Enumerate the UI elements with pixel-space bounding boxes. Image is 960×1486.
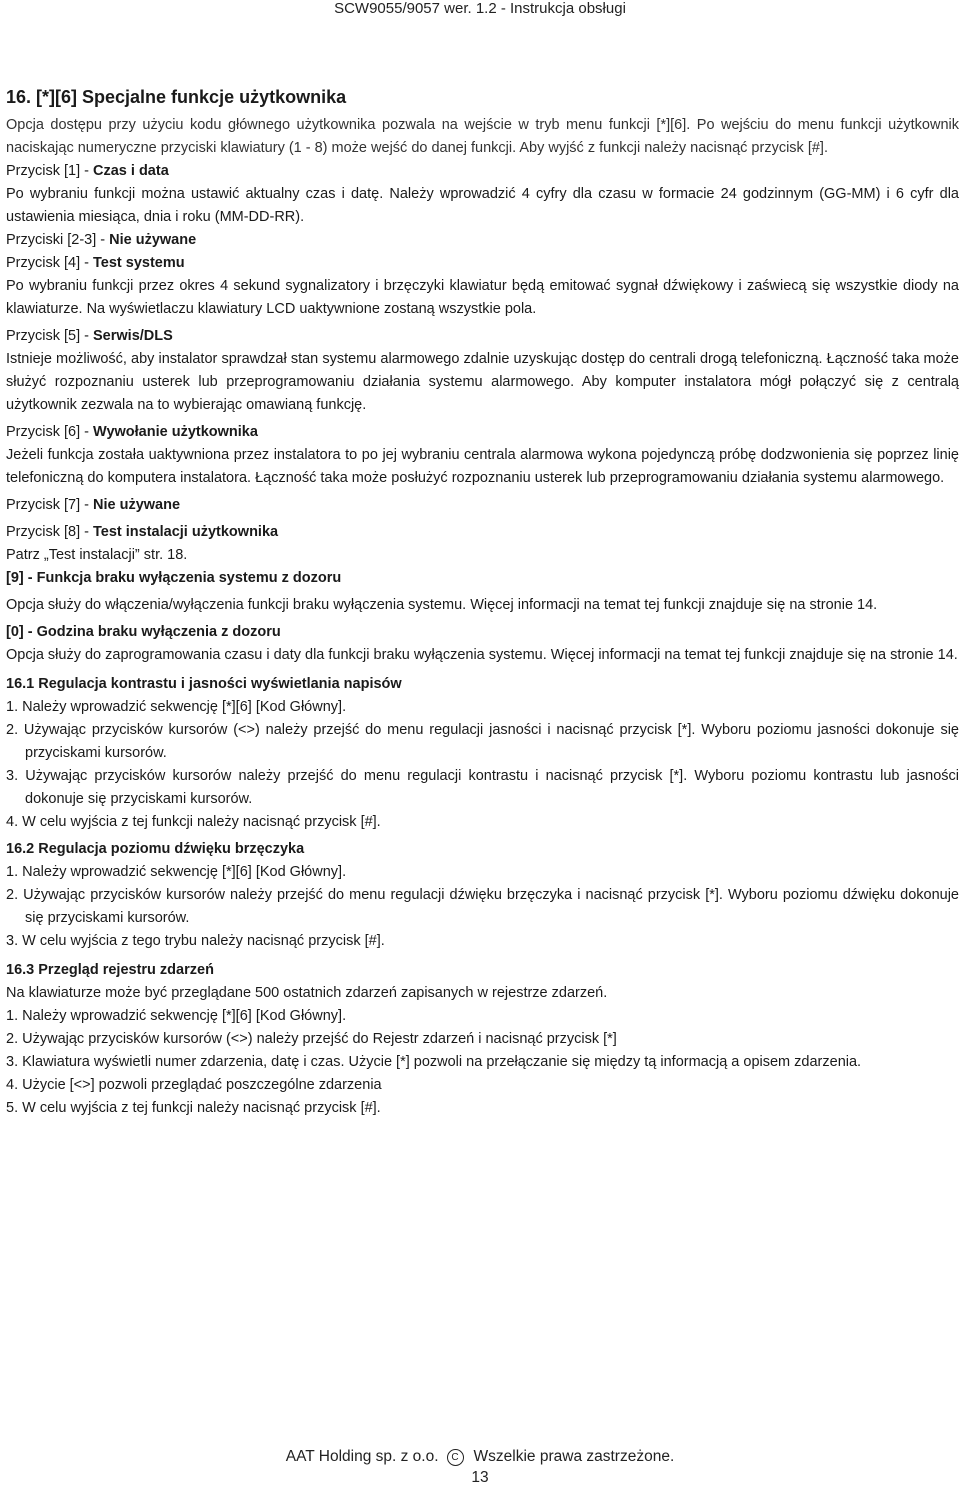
button-1-text: Po wybraniu funkcji można ustawić aktualny czas i datę. Należy wprowadzić 4 cyfry dla czasu w formacie 24 godzinnym (GG-MM) i 6 cyfr dla ustawienia miesiąca, dnia i roku (MM-DD-RR). (6, 186, 959, 225)
button-7-heading: Przycisk [7] - Nie używane (6, 497, 181, 513)
section-16-1-step: 1. Należy wprowadzić sekwencję [*][6] [Kod Główny]. (6, 699, 347, 715)
section-16-2-title: 16.2 Regulacja poziomu dźwięku brzęczyka (6, 841, 305, 857)
button-5-text: Istnieje możliwość, aby instalator sprawdzał stan systemu alarmowego zdalnie uzyskując dostęp do centrali drogą telefoniczną. Łączność taka może służyć rozpoznaniu usterek lub przeprogramowaniu działania systemu alarmowego. Aby komputer instalatora mógł połączyć się z centralą użytkownik zezwala na to wybierając omawianą funkcję. (6, 351, 959, 413)
section-16-3-step: 4. Użycie [<>] pozwoli przeglądać poszczególne zdarzenia (6, 1077, 382, 1093)
button-6-heading: Przycisk [6] - Wywołanie użytkownika (6, 424, 258, 440)
section-16-3-intro: Na klawiaturze może być przeglądane 500 ostatnich zdarzeń zapisanych w rejestrze zdarzeń. (6, 985, 608, 1001)
section-16-intro: Opcja dostępu przy użyciu kodu głównego użytkownika pozwala na wejście w tryb menu funkcji [*][6]. Po wejściu do menu funkcji użytkownik naciskając numeryczne przyciski klawiatury (1 - 8) może wejść do danej funkcji. Aby wyjść z funkcji należy nacisnąć przycisk [#]. (6, 117, 959, 156)
button-1-heading: Przycisk [1] - Czas i data (6, 163, 169, 179)
button-8-text: Patrz „Test instalacji” str. 18. (6, 547, 188, 563)
section-16-3-step: 1. Należy wprowadzić sekwencję [*][6] [Kod Główny]. (6, 1008, 347, 1024)
section-16-3-step: 5. W celu wyjścia z tej funkcji należy nacisnąć przycisk [#]. (6, 1100, 381, 1116)
page-footer (0, 1448, 960, 1466)
section-16-3-step: 3. Klawiatura wyświetli numer zdarzenia, datę i czas. Użycie [*] pozwoli na przełączanie się między tą informacją a opisem zdarzenia. (6, 1054, 862, 1070)
section-16-title: 16. [*][6] Specjalne funkcje użytkownika (6, 87, 347, 107)
section-16-3-step: 2. Używając przycisków kursorów (<>) należy przejść do Rejestr zdarzeń i nacisnąć przycisk [*] (6, 1031, 617, 1047)
button-0-text: Opcja służy do zaprogramowania czasu i daty dla funkcji braku wyłączenia systemu. Więcej informacji na temat tej funkcji znajduje się na stronie 14. (6, 647, 958, 663)
footer-rights: Wszelkie prawa zastrzeżone. (473, 1448, 675, 1465)
section-16-1-step: 4. W celu wyjścia z tej funkcji należy nacisnąć przycisk [#]. (6, 814, 381, 830)
copyright-icon: C (447, 1449, 464, 1466)
page-number: 13 (471, 1469, 489, 1486)
button-4-heading: Przycisk [4] - Test systemu (6, 255, 185, 271)
button-2-3-heading: Przyciski [2-3] - Nie używane (6, 232, 197, 248)
section-16-2-step: 1. Należy wprowadzić sekwencję [*][6] [Kod Główny]. (6, 864, 347, 880)
section-16-1-step: 3. Używając przycisków kursorów należy przejść do menu regulacji kontrastu i nacisnąć przycisk [*]. Wyboru poziomu kontrastu lub jasności dokonuje się przyciskami kursorów. (6, 768, 959, 807)
button-9-title: [9] - Funkcja braku wyłączenia systemu z dozoru (6, 570, 342, 586)
section-16-2-step: 3. W celu wyjścia z tego trybu należy nacisnąć przycisk [#]. (6, 933, 385, 949)
page-header: SCW9055/9057 wer. 1.2 - Instrukcja obsługi (334, 0, 626, 17)
button-5-heading: Przycisk [5] - Serwis/DLS (6, 328, 173, 344)
button-4-text: Po wybraniu funkcji przez okres 4 sekund sygnalizatory i brzęczyki klawiatur będą emitować sygnał dźwiękowy i zaświecą się wszystkie diody na klawiaturze. Na wyświetlaczu klawiatury LCD uaktywnione zostaną wszystkie pola. (6, 278, 959, 317)
section-16-1-title: 16.1 Regulacja kontrastu i jasności wyświetlania napisów (6, 676, 402, 692)
button-8-heading: Przycisk [8] - Test instalacji użytkownika (6, 524, 279, 540)
button-9-text: Opcja służy do włączenia/wyłączenia funkcji braku wyłączenia systemu. Więcej informacji na temat tej funkcji znajduje się na stronie 14. (6, 597, 878, 613)
footer-company: AAT Holding sp. z o.o. (285, 1448, 439, 1465)
document-body (6, 84, 959, 1120)
button-0-title: [0] - Godzina braku wyłączenia z dozoru (6, 624, 281, 640)
section-16-1-step: 2. Używając przycisków kursorów (<>) należy przejść do menu regulacji jasności i nacisnąć przycisk [*]. Wyboru poziomu jasności dokonuje się przyciskami kursorów. (6, 722, 959, 761)
section-16-2-step: 2. Używając przycisków kursorów należy przejść do menu regulacji dźwięku brzęczyka i nacisnąć przycisk [*]. Wyboru poziomu dźwięku dokonuje się przyciskami kursorów. (6, 887, 959, 926)
button-6-text: Jeżeli funkcja została uaktywniona przez instalatora to po jej wybraniu centrala alarmowa wykona pojedynczą próbę dodzwonienia się poprzez linię telefoniczną do komputera instalatora. Łączność taka może posłużyć rozpoznaniu usterek lub przeprogramowaniu działania systemu alarmowego. (6, 447, 959, 486)
section-16-3-title: 16.3 Przegląd rejestru zdarzeń (6, 962, 214, 978)
